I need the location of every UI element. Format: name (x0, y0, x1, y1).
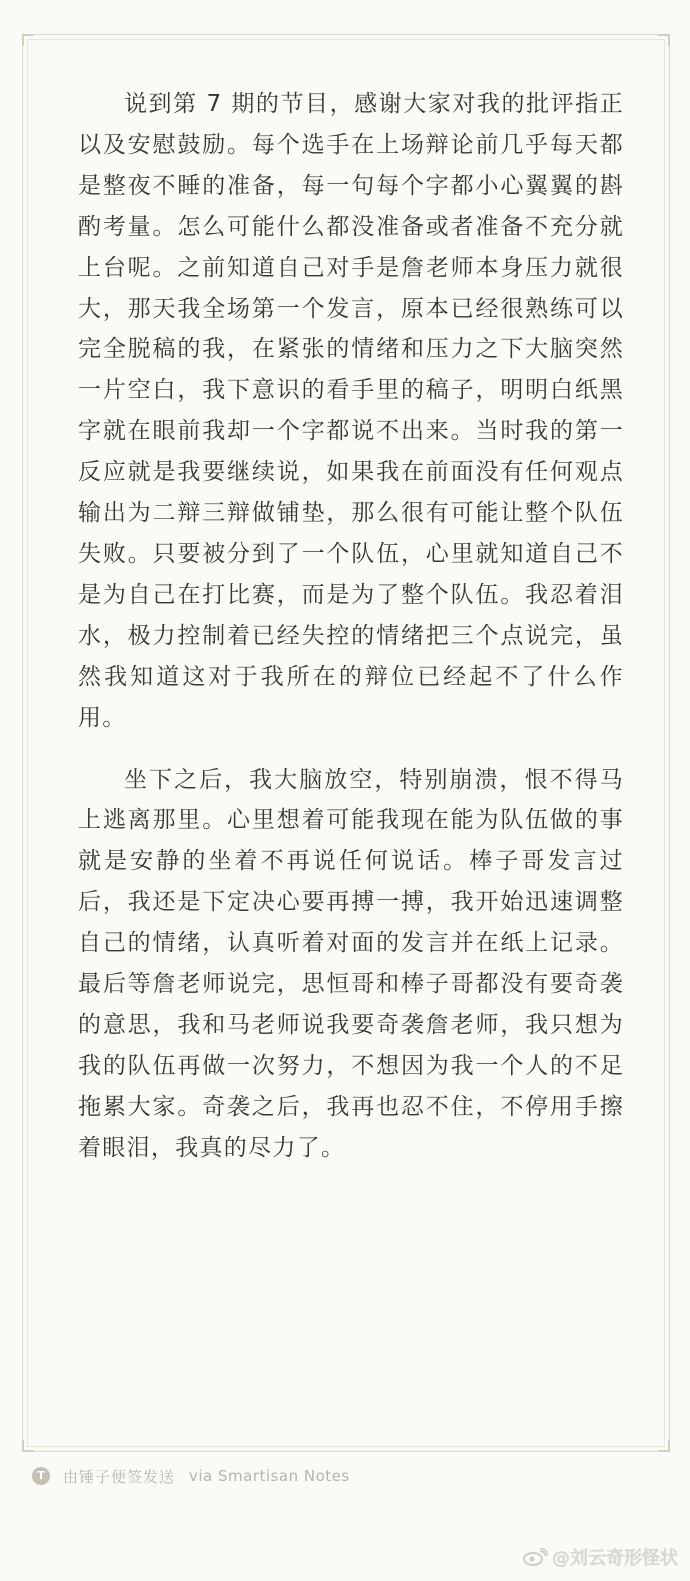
sent-from-label: 由锤子便签发送 (63, 1467, 176, 1486)
sent-via-label: via Smartisan Notes (189, 1467, 350, 1485)
watermark-text: @刘云奇形怪状 (552, 1548, 678, 1569)
frame-corner-bottom-right (658, 1440, 670, 1452)
note-body (78, 84, 624, 1169)
weibo-icon (522, 1548, 548, 1566)
smartisan-t-icon: T (32, 1467, 50, 1485)
frame-corner-top-left (22, 34, 34, 46)
frame-corner-top-right (658, 34, 670, 46)
note-paragraph: 说到第 7 期的节目，感谢大家对我的批评指正以及安慰鼓励。每个选手在上场辩论前几乎每天都是整夜不睡的准备，每一句每个字都小心翼翼的斟酌考量。怎么可能什么都没准备或者准备不充分就上台呢。之前知道自己对手是詹老师本身压力就很大，那天我全场第一个发言，原本已经很熟练可以完全脱稿的我，在紧张的情绪和压力之下大脑突然一片空白，我下意识的看手里的稿子，明明白纸黑字就在眼前我却一个字都说不出来。当时我的第一反应就是我要继续说，如果我在前面没有任何观点输出为二辩三辩做铺垫，那么很有可能让整个队伍失败。只要被分到了一个队伍，心里就知道自己不是为自己在打比赛，而是为了整个队伍。我忍着泪水，极力控制着已经失控的情绪把三个点说完，虽然我知道这对于我所在的辩位已经起不了什么作用。 (78, 91, 624, 731)
note-footer (32, 1465, 350, 1487)
weibo-watermark (522, 1544, 678, 1570)
note-paragraph: 坐下之后，我大脑放空，特别崩溃，恨不得马上逃离那里。心里想着可能我现在能为队伍做的事就是安静的坐着不再说任何说话。棒子哥发言过后，我还是下定决心要再搏一搏，我开始迅速调整自己的情绪，认真听着对面的发言并在纸上记录。最后等詹老师说完，思恒哥和棒子哥都没有要奇袭的意思，我和马老师说我要奇袭詹老师，我只想为我的队伍再做一次努力，不想因为我一个人的不足拖累大家。奇袭之后，我再也忍不住，不停用手擦着眼泪，我真的尽力了。 (78, 766, 624, 1161)
frame-corner-bottom-left (22, 1440, 34, 1452)
